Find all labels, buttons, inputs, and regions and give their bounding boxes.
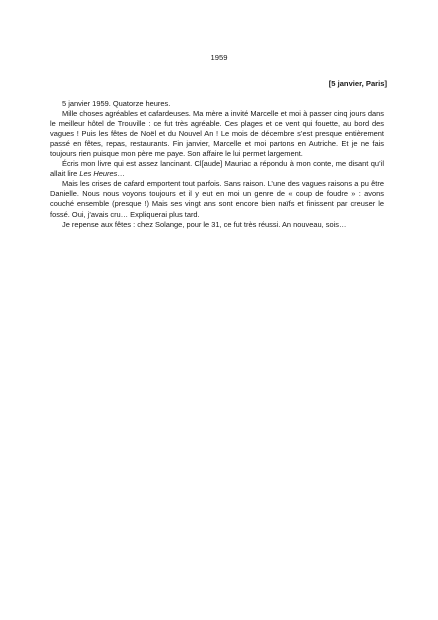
diary-entry-body bbox=[50, 99, 384, 230]
paragraph-3-ellipsis: … bbox=[117, 169, 125, 179]
paragraph-5: Je repense aux fêtes : chez Solange, pour le 31, ce fut très réussi. An nouveau, sois… bbox=[62, 219, 347, 229]
entry-dateline: [5 janvier, Paris] bbox=[328, 79, 387, 88]
paragraph-3-text: Écris mon livre qui est assez lancinant. Cl[aude] Mauriac a répondu à mon conte, me disant qu’il allait lire bbox=[50, 159, 384, 179]
paragraph-3 bbox=[50, 159, 384, 179]
year-heading: 1959 bbox=[210, 53, 228, 62]
paragraph-1: 5 janvier 1959. Quatorze heures. bbox=[62, 99, 171, 108]
paragraph-2: Mille choses agréables et cafardeuses. Ma mère a invité Marcelle et moi à passer cinq jours dans le meilleur hôtel de Trouville : ce fut très agréable. Ces plages et ce vent qui fouette, au bord des vagues ! Puis les fêtes de Noël et du Nouvel An ! Le mois de décembre s’est presque entièrement passé en fêtes, repas, restaurants. Fin janvier, Marcelle et moi partons en Autriche. Et je ne fais toujours rien puisque mon père me paye. Son affaire le lui permet largement. bbox=[50, 109, 384, 159]
paragraph-4: Mais les crises de cafard emportent tout parfois. Sans raison. L’une des vagues raisons a pu être Danielle. Nous nous voyons toujours et il y eut en moi un genre de « coup de foudre » : avons couché ensemble (presque !) Mais ses vingt ans sont encore bien naïfs et finissent par creuser le fossé. Oui, j’avais cru… Expliquerai plus tard. bbox=[50, 179, 384, 219]
book-title: Les Heures bbox=[79, 169, 118, 179]
